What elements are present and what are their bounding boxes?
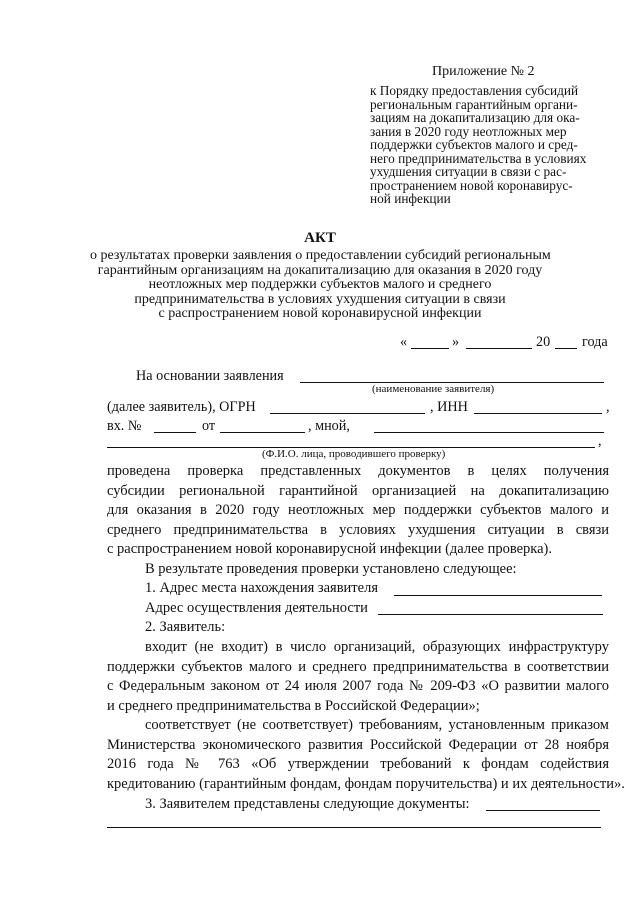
date-open-quote: « xyxy=(400,334,408,350)
paragraph-line: входит (не входит) в число организаций, образующих инфраструктуру xyxy=(145,639,609,655)
annex-line: пространением новой коронавирус- xyxy=(370,177,573,193)
subtitle-line: о результатах проверки заявления о предоставлении субсидий региональным xyxy=(90,248,551,263)
check-paragraph xyxy=(107,462,609,560)
inn-comma: , xyxy=(606,399,610,415)
date-year-word: года xyxy=(582,334,608,350)
date-day-field[interactable] xyxy=(411,348,449,349)
subtitle-line: предпринимательства в условиях ухудшения ситуации в связи xyxy=(134,291,506,307)
paragraph-line: соответствует (не соответствует) требованиям, установленным приказом xyxy=(145,717,609,733)
paragraph-line: проведена проверка представленных документов в целях получения xyxy=(107,463,609,479)
annex-line: него предпринимательства в условиях xyxy=(370,150,587,166)
paragraph-line: для оказания в 2020 году неотложных мер поддержки субъектов малого и xyxy=(107,502,609,519)
address-label: 1. Адрес места нахождения заявителя xyxy=(145,580,378,596)
paragraph-line: Министерства экономического развития Российской Федерации от 28 ноября xyxy=(107,736,609,753)
applicant-section-label: 2. Заявитель: xyxy=(145,619,226,635)
subtitle-line: гарантийным организациям на докапитализацию для оказания в 2020 году xyxy=(97,262,543,278)
paragraph-line: кредитованию (гарантийным фондам, фондам поручительства) и их деятельности». xyxy=(107,775,625,792)
inspector-field[interactable] xyxy=(374,432,604,433)
result-intro: В результате проведения проверки установлено следующее: xyxy=(145,561,517,577)
document-subtitle xyxy=(90,249,550,322)
infrastructure-paragraph xyxy=(107,638,609,716)
date-year-field[interactable] xyxy=(555,348,577,349)
paragraph-line: поддержки субъектов малого и среднего предпринимательства в соответствии xyxy=(107,658,609,675)
fio-hint: (Ф.И.О. лица, проводившего проверку) xyxy=(262,448,446,460)
date-close-quote: » xyxy=(452,334,460,350)
ogrn-field[interactable] xyxy=(270,413,425,414)
basis-label: На основании заявления xyxy=(136,368,284,384)
subtitle-line: с распространением новой коронавирусной инфекции xyxy=(158,306,482,322)
date-century: 20 xyxy=(536,334,551,350)
annex-line: зания в 2020 году неотложных мер xyxy=(370,123,567,139)
annex-line: ной инфекции xyxy=(370,191,451,206)
documents-label: 3. Заявителем представлены следующие документы: xyxy=(145,796,470,812)
annex-line: поддержки субъектов малого и сред- xyxy=(370,137,578,152)
annex-line: к Порядку предоставления субсидий xyxy=(370,83,579,98)
annex-label: Приложение № 2 xyxy=(432,64,535,79)
annex-line: зациям на докапитализацию для ока- xyxy=(370,110,580,125)
annex-line: региональным гарантийным органи- xyxy=(370,96,578,112)
paragraph-line: с распространением новой коронавирусной инфекции (далее проверка). xyxy=(107,541,553,558)
documents-field-continued[interactable] xyxy=(107,827,601,828)
applicant-hint: (наименование заявителя) xyxy=(372,383,495,395)
activity-address-label: Адрес осуществления деятельности xyxy=(145,600,368,616)
paragraph-line: 2016 года № 763 «Об утверждении требований к фондам содействия xyxy=(107,756,609,773)
incoming-number-label: вх. № xyxy=(107,418,142,434)
from-label: от xyxy=(202,418,216,434)
fio-comma: , xyxy=(598,433,602,449)
paragraph-line: среднего предпринимательства в условиях ухудшения ситуации в связи xyxy=(107,521,609,538)
document-title: АКТ xyxy=(304,230,336,246)
inn-field[interactable] xyxy=(474,413,602,414)
requirements-paragraph xyxy=(107,716,625,794)
paragraph-line: с Федеральным законом от 24 июля 2007 года № 209-ФЗ «О развитии малого xyxy=(107,678,609,695)
date-month-field[interactable] xyxy=(466,348,532,349)
subtitle-line: неотложных мер поддержки субъектов малого и среднего xyxy=(148,277,492,293)
activity-address-field[interactable] xyxy=(378,614,603,615)
documents-field[interactable] xyxy=(486,810,600,811)
annex-reference xyxy=(370,84,606,206)
address-field[interactable] xyxy=(394,595,602,596)
incoming-number-field[interactable] xyxy=(154,432,196,433)
by-me-label: , мной, xyxy=(308,418,350,434)
further-applicant-label: (далее заявитель), ОГРН xyxy=(107,399,256,415)
inn-label: , ИНН xyxy=(430,399,468,415)
incoming-date-field[interactable] xyxy=(220,432,305,433)
paragraph-line: и среднего предпринимательства в Российской Федерации»; xyxy=(107,697,480,714)
paragraph-line: субсидии региональной гарантийной организацией на докапитализацию xyxy=(107,482,609,499)
annex-line: ухудшения ситуации в связи с рас- xyxy=(370,164,567,179)
